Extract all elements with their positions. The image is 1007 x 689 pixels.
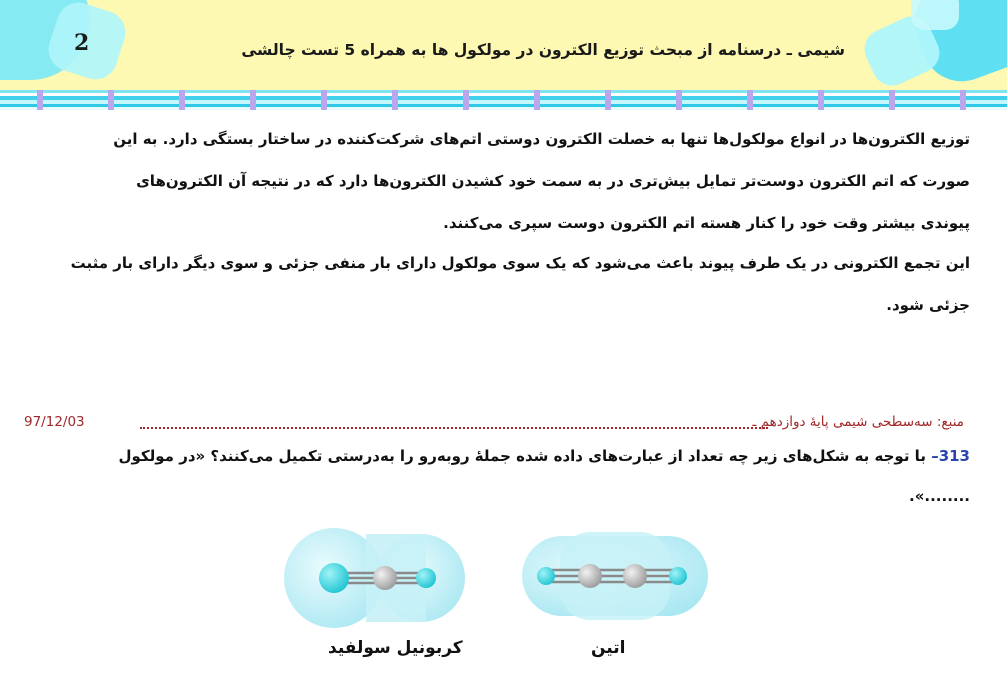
oxygen-atom — [416, 568, 436, 588]
dotted-leader — [140, 427, 768, 429]
question-number: 313– — [931, 447, 970, 465]
hydrogen-atom — [669, 567, 687, 585]
document-title: شیمی ـ درسنامه از مبحث توزیع الکترون در مولکول ها به همراه 5 تست چالشی — [241, 41, 845, 59]
carbon-atom — [623, 564, 647, 588]
question-line: ........». — [909, 487, 970, 505]
decorative-shape — [911, 0, 959, 30]
carbonyl-sulfide-label: کربونیل سولفید — [328, 638, 463, 658]
source-code: 97/12/03 — [24, 414, 85, 430]
header-stripe-divider — [0, 90, 1007, 110]
question-text: با توجه به شکل‌های زیر چه تعداد از عبارت‌های داده شده جملهٔ روبه‌رو را به‌درستی تکمیل می‌کنند؟ «در مولکول — [118, 447, 926, 465]
hydrogen-atom — [537, 567, 555, 585]
paragraph-line: جزئی شود. — [886, 296, 970, 314]
page-header — [0, 0, 1007, 90]
question-line — [119, 447, 971, 465]
ethyne-model — [520, 530, 710, 622]
ethyne-label: اتین — [591, 638, 626, 658]
paragraph-line: توزیع الکترون‌ها در انواع مولکول‌ها تنها به خصلت الکترون دوستی اتم‌های شرکت‌کننده در ساختار بستگی دارد. به این — [113, 130, 970, 148]
carbon-atom — [578, 564, 602, 588]
page-number: 2 — [74, 30, 90, 56]
paragraph-line: این تجمع الکترونی در یک طرف پیوند باعث می‌شود که یک سوی مولکول دارای بار منفی جزئی و سوی دیگر دارای بار مثبت — [70, 254, 970, 272]
carbonyl-sulfide-model — [276, 528, 476, 628]
sulfur-atom — [319, 563, 349, 593]
source-text: منبع: سه‌سطحی شیمی پایهٔ دوازدهم ـ — [752, 414, 964, 430]
paragraph-line: صورت که اتم الکترون دوست‌تر تمایل بیش‌تری در به سمت خود کشیدن الکترون‌ها دارد که در نتیجه آن الکترون‌های — [136, 172, 970, 190]
paragraph-line: پیوندی بیشتر وقت خود را کنار هسته اتم الکترون دوست سپری می‌کنند. — [443, 214, 970, 232]
source-reference — [24, 414, 964, 436]
carbon-atom — [373, 566, 397, 590]
